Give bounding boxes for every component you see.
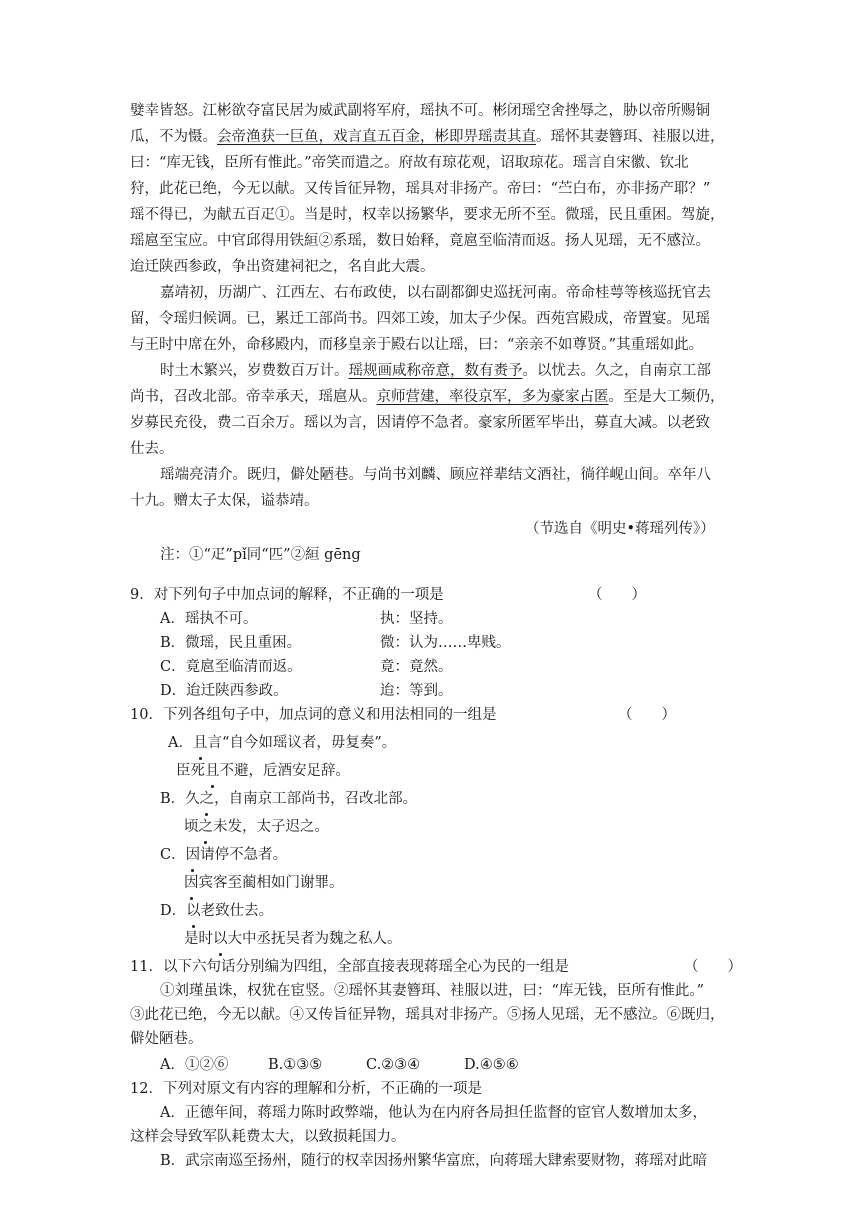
dotted-word: 且 — [193, 732, 208, 754]
q11-option-b: B.①③⑤ — [268, 1057, 323, 1073]
q9-option-c: C．竟扈至临清而返。 — [160, 659, 302, 675]
question-12-stem: 12．下列对原文有内容的理解和分析，不正确的一项是 — [130, 1081, 482, 1097]
q10-option-d-pair: 是时以大中丞抚吴者为魏之私人。 — [184, 928, 402, 950]
passage-line: 留，令瑶归候调。已，累迁工部尚书。四郊工竣，加太子少保。西苑宫殿成，帝置宴。见瑶 — [130, 311, 710, 327]
q11-sentence-line: 僻处陋巷。 — [130, 1031, 203, 1047]
passage-line: 瑶端亮清介。既归，僻处陋巷。与尚书刘麟、顾应祥辈结文酒社，徜徉岘山间。卒年八 — [160, 467, 711, 483]
q11-option-a: A．①②⑥ — [160, 1057, 229, 1073]
underlined-sentence: 京师营建，率役京军，多为豪家占匿 — [376, 389, 609, 405]
q11-sentence-line: ③此花已绝，今无以献。④又传旨征异物，瑶具对非扬产。⑤扬人见瑶，无不感泣。⑥既归， — [130, 1007, 725, 1023]
dotted-word: 之 — [199, 816, 214, 838]
q9-gloss-b: 微：认为……卑贱。 — [380, 635, 511, 651]
passage-line: 时土木繁兴，岁费数百万计。瑶规画咸称帝意，数有赉予。以忧去。久之，自南京工部 — [160, 363, 711, 379]
q10-option-a: A．且言“自今如瑶议者，毋复奏”。 — [168, 732, 396, 754]
q10-option-b: B．久之，自南京工部尚书，召改北部。 — [160, 788, 417, 810]
answer-bracket: （ ） — [588, 587, 646, 603]
answer-bracket: （ ） — [684, 959, 742, 975]
q10-option-c-pair: 因宾客至蔺相如门谢罪。 — [184, 872, 344, 894]
passage-line: 曰：“库无钱，臣所有惟此。”帝笑而遣之。府故有琼花观，诏取琼花。瑶言自宋徽、钦北 — [130, 155, 689, 171]
question-9-stem: 9．对下列句子中加点词的解释，不正确的一项是 — [130, 587, 444, 603]
underlined-sentence: 瑶规画咸称帝意，数有赉予 — [348, 363, 523, 379]
passage-line: 十九。赠太子太保，谥恭靖。 — [130, 493, 319, 509]
q12-option-line: A．正德年间，蒋瑶力陈时政弊端，他认为在内府各局担任监督的宦官人数增加太多， — [160, 1105, 707, 1121]
dotted-word: 以 — [213, 928, 228, 950]
q9-gloss-c: 竟：竟然。 — [380, 659, 453, 675]
q11-sentence-line: ①刘瑾虽诛，权犹在宦竖。②瑶怀其妻簪珥、袿服以进，曰：“库无钱，臣所有惟此。” — [160, 983, 705, 999]
passage-line: 瑶扈至宝应。中官邱得用铁絙②系瑶，数日始释，竟扈至临清而返。扬人见瑶，无不感泣。 — [130, 233, 710, 249]
passage-line: 岁募民充役，费二百余万。瑶以为言，因请停不急者。豪家所匿军毕出，募直大减。以老致 — [130, 415, 710, 431]
dotted-word: 因 — [184, 872, 199, 894]
passage-line: 尚书，召改北部。帝幸承天，瑶扈从。京师营建，率役京军，多为豪家占匿。至是大工频仍， — [130, 389, 725, 405]
q11-option-c: C.②③④ — [366, 1057, 421, 1073]
q10-option-d: D．以老致仕去。 — [160, 900, 273, 922]
q10-option-b-pair: 顷之未发，太子迟之。 — [184, 816, 329, 838]
q9-gloss-a: 执：坚持。 — [380, 611, 453, 627]
passage-line: 嬖幸皆怒。江彬欲夺富民居为威武副将军府，瑶执不可。彬闭瑶空舍挫辱之，胁以帝所赐铜 — [130, 103, 710, 119]
passage-line: 狩，此花已绝，今无以献。又传旨征异物，瑶具对非扬产。帝曰：“苎白布，亦非扬产耶？” — [130, 181, 711, 197]
q9-option-a: A．瑶执不可。 — [160, 611, 258, 627]
answer-bracket: （ ） — [618, 707, 676, 723]
passage-line: 仕去。 — [130, 441, 174, 457]
q11-option-d: D.④⑤⑥ — [464, 1057, 519, 1073]
q9-option-d: D．迨迁陕西参政。 — [160, 683, 288, 699]
source-citation: （节选自《明史•蒋瑶列传》） — [525, 521, 715, 537]
q12-option-line: B．武宗南巡至扬州，随行的权幸因扬州繁华富庶，向蒋瑶大肆索要财物，蒋瑶对此暗 — [160, 1153, 708, 1169]
q12-option-line: 这样会导致军队耗费太大，以致损耗国力。 — [130, 1129, 406, 1145]
q9-option-b: B．微瑶，民且重困。 — [160, 635, 302, 651]
dotted-word: 之 — [200, 788, 215, 810]
passage-line: 与王时中席在外，命移殿内，而移皇亲于殿右以让瑶，曰：“亲亲不如尊贤。”其重瑶如此。 — [130, 337, 704, 353]
dotted-word: 以 — [186, 900, 201, 922]
question-11-stem: 11．以下六句话分别编为四组，全部直接表现蒋瑶全心为民的一组是 — [130, 959, 569, 975]
passage-line: 迨迁陕西参政，争出资建祠祀之，名自此大震。 — [130, 259, 435, 275]
q9-gloss-d: 迨：等到。 — [380, 683, 453, 699]
dotted-word: 因 — [186, 844, 201, 866]
underlined-sentence: 会帝渔获一巨鱼，戏言直五百金，彬即畀瑶责其直 — [217, 129, 536, 145]
dotted-word: 且 — [205, 760, 220, 782]
footnote: 注：①“疋”pǐ同“匹”②絙 gēng — [160, 547, 361, 563]
passage-line: 瓜，不为慑。会帝渔获一巨鱼，戏言直五百金，彬即畀瑶责其直。瑶怀其妻簪珥、袿服以进， — [130, 129, 725, 145]
q10-option-c: C．因请停不急者。 — [160, 844, 287, 866]
passage-line: 瑶不得已，为献五百疋①。当是时，权幸以扬繁华，要求无所不至。微瑶，民且重困。驾旋， — [130, 207, 725, 223]
q10-option-a-pair: 臣死且不避，卮酒安足辞。 — [176, 760, 350, 782]
question-10-stem: 10．下列各组句子中，加点词的意义和用法相同的一组是 — [130, 707, 497, 723]
passage-line: 嘉靖初，历湖广、江西左、右布政使，以右副都御史巡抚河南。帝命桂萼等核巡抚官去 — [160, 285, 711, 301]
